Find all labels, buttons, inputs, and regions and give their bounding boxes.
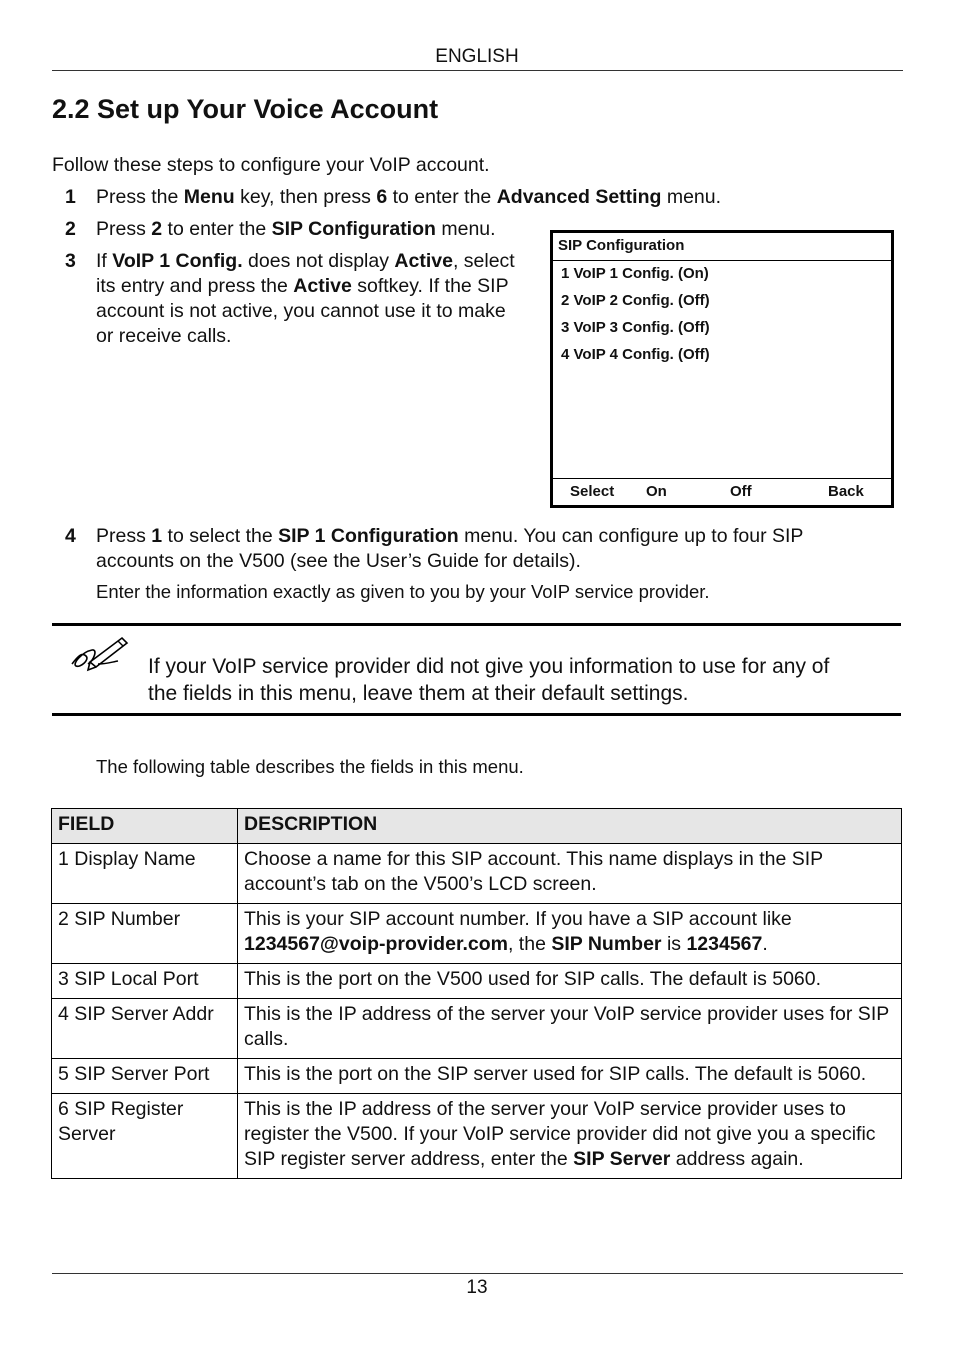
field-cell: 6 SIP Register Server xyxy=(52,1094,238,1179)
softkey-on[interactable]: On xyxy=(646,483,667,500)
lcd-divider xyxy=(553,478,891,479)
table-row xyxy=(52,1059,902,1094)
step-text: Press the Menu key, then press 6 to enter the Advanced Setting menu. xyxy=(96,186,722,208)
note-top-rule xyxy=(52,623,901,626)
description-cell: Choose a name for this SIP account. This name displays in the SIP account’s tab on the V500’s LCD screen. xyxy=(238,844,902,904)
section-title: 2.2 Set up Your Voice Account xyxy=(52,94,439,124)
step-2 xyxy=(65,217,545,242)
column-header-description: DESCRIPTION xyxy=(238,809,902,844)
lcd-title: SIP Configuration xyxy=(558,237,685,254)
lcd-menu-item[interactable]: 2 VoIP 2 Config. (Off) xyxy=(561,292,710,309)
field-cell: 1 Display Name xyxy=(52,844,238,904)
table-row xyxy=(52,844,902,904)
step-text: account is not active, you cannot use it to make xyxy=(96,300,506,322)
intro-paragraph: Follow these steps to configure your VoIP account. xyxy=(52,154,490,176)
field-cell: 2 SIP Number xyxy=(52,904,238,964)
description-cell: This is the port on the SIP server used for SIP calls. The default is 5060. xyxy=(238,1059,902,1094)
step-text: its entry and press the Active softkey. If the SIP xyxy=(96,275,509,297)
field-cell: 5 SIP Server Port xyxy=(52,1059,238,1094)
table-row xyxy=(52,999,902,1059)
table-header-row xyxy=(52,809,902,844)
softkey-back[interactable]: Back xyxy=(828,483,864,500)
lcd-divider xyxy=(553,260,891,261)
pen-note-icon xyxy=(68,634,130,681)
step-number: 4 xyxy=(65,525,76,547)
note-bottom-rule xyxy=(52,713,901,716)
lcd-menu-item[interactable]: 1 VoIP 1 Config. (On) xyxy=(561,265,709,282)
step-text: Press 1 to select the SIP 1 Configuration menu. You can configure up to four SIP xyxy=(96,525,804,547)
table-row xyxy=(52,964,902,999)
table-row xyxy=(52,904,902,964)
step-text: or receive calls. xyxy=(96,325,232,347)
step-text: Press 2 to enter the SIP Configuration menu. xyxy=(96,218,496,240)
running-header: ENGLISH xyxy=(435,46,519,67)
step-4 xyxy=(65,524,905,574)
step-number: 3 xyxy=(65,250,76,272)
step-text: If VoIP 1 Config. does not display Active, select xyxy=(96,250,515,272)
step-1 xyxy=(65,185,905,210)
header-rule xyxy=(52,70,903,71)
page-number: 13 xyxy=(466,1277,488,1298)
note-text: If your VoIP service provider did not give you information to use for any of the fields in this menu, leave them at their default settings. xyxy=(148,655,830,705)
step-3 xyxy=(65,249,545,349)
column-header-field: FIELD xyxy=(52,809,238,844)
softkey-select[interactable]: Select xyxy=(570,483,615,500)
lcd-screen xyxy=(550,230,894,508)
field-cell: 4 SIP Server Addr xyxy=(52,999,238,1059)
fields-table xyxy=(51,808,902,1179)
footer-rule xyxy=(52,1273,903,1274)
step-number: 1 xyxy=(65,186,76,208)
description-cell: This is the port on the V500 used for SIP calls. The default is 5060. xyxy=(238,964,902,999)
table-row xyxy=(52,1094,902,1179)
step-text: accounts on the V500 (see the User’s Guide for details). xyxy=(96,550,581,572)
lcd-menu-item[interactable]: 4 VoIP 4 Config. (Off) xyxy=(561,346,710,363)
step-number: 2 xyxy=(65,218,76,240)
description-cell: This is the IP address of the server your VoIP service provider uses to register the V500. If your VoIP service provider did not give you a specific SIP register server address, enter the SIP Server address again. xyxy=(238,1094,902,1179)
table-intro: The following table describes the fields in this menu. xyxy=(96,756,524,777)
lcd-menu-item[interactable]: 3 VoIP 3 Config. (Off) xyxy=(561,319,710,336)
description-cell: This is the IP address of the server your VoIP service provider uses for SIP calls. xyxy=(238,999,902,1059)
field-cell: 3 SIP Local Port xyxy=(52,964,238,999)
description-cell: This is your SIP account number. If you have a SIP account like 1234567@voip-provider.com, the SIP Number is 1234567. xyxy=(238,904,902,964)
softkey-off[interactable]: Off xyxy=(730,483,752,500)
step-4-note: Enter the information exactly as given to you by your VoIP service provider. xyxy=(96,581,710,602)
